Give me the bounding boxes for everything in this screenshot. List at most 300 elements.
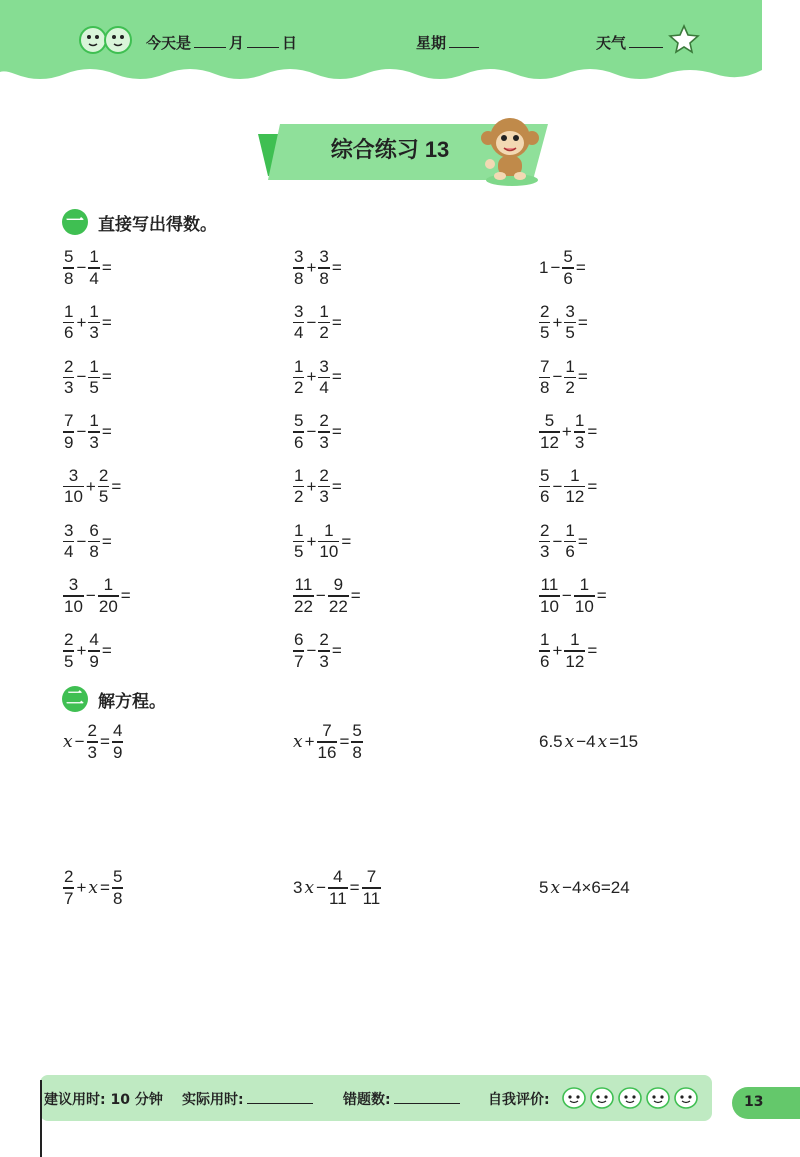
denominator: 16 — [317, 742, 337, 762]
denominator: 2 — [319, 323, 329, 343]
arith-problem — [292, 631, 343, 671]
numerator: 5 — [540, 466, 550, 486]
denominator: 2 — [294, 378, 304, 398]
denominator: 6 — [540, 651, 550, 671]
equation — [538, 868, 631, 908]
math-token: = — [101, 531, 112, 551]
numerator: 3 — [68, 466, 79, 486]
denominator: 3 — [319, 651, 329, 671]
denominator: 4 — [319, 378, 329, 398]
math-token: = — [577, 367, 588, 387]
numerator: 5 — [112, 867, 123, 887]
fraction — [63, 522, 74, 561]
date-label — [146, 32, 297, 53]
fraction — [564, 631, 585, 670]
denominator: 22 — [328, 596, 348, 616]
numerator: 2 — [64, 867, 74, 887]
math-token: = — [341, 531, 352, 551]
fraction — [318, 522, 339, 561]
denominator: 7 — [64, 888, 74, 908]
margin-line — [40, 1080, 42, 1157]
denominator: 3 — [64, 378, 74, 398]
fraction — [98, 576, 119, 615]
denominator: 2 — [294, 487, 304, 507]
math-token: + — [306, 367, 317, 387]
fraction — [293, 303, 304, 342]
math-token: 5 — [539, 878, 549, 897]
math-token: −4 — [576, 732, 596, 751]
numerator: 1 — [103, 575, 114, 595]
denominator: 9 — [112, 742, 123, 762]
fraction — [318, 303, 329, 342]
math-token: − — [550, 258, 561, 277]
fraction — [539, 412, 560, 451]
fraction — [328, 868, 348, 907]
numerator: 1 — [324, 520, 334, 540]
math-token: − — [74, 732, 85, 751]
denominator: 6 — [540, 487, 550, 507]
numerator: 7 — [322, 721, 332, 741]
denominator: 7 — [294, 651, 304, 671]
numerator: 4 — [89, 630, 99, 650]
math-token: − — [76, 422, 87, 442]
actual-time-label — [182, 1089, 313, 1109]
page-title: 综合练习 13 — [330, 137, 450, 162]
numerator: 1 — [89, 247, 99, 267]
math-token: 1 — [539, 258, 549, 277]
denominator: 5 — [98, 487, 109, 507]
fraction — [98, 467, 109, 506]
math-token: = — [331, 312, 342, 332]
numerator: 1 — [89, 411, 99, 431]
numerator: 3 — [68, 575, 79, 595]
math-token: = — [331, 640, 342, 660]
section-1-badge: 一 — [62, 209, 88, 235]
math-token: + — [76, 312, 87, 332]
denominator: 6 — [563, 268, 573, 288]
numerator: 2 — [319, 630, 329, 650]
fraction — [112, 722, 123, 761]
arith-problem — [62, 522, 113, 562]
numerator: 5 — [352, 721, 362, 741]
numerator: 2 — [319, 466, 329, 486]
numerator: 3 — [319, 356, 329, 376]
numerator: 4 — [112, 721, 123, 741]
fraction — [564, 467, 585, 506]
arith-problem — [62, 303, 113, 343]
month-label: 月 — [229, 34, 245, 52]
math-token: − — [306, 422, 317, 442]
denominator: 12 — [565, 487, 585, 507]
math-token: = — [101, 640, 112, 660]
arith-problem — [62, 467, 122, 507]
denominator: 10 — [540, 596, 559, 616]
math-token: − — [561, 586, 572, 606]
math-token: + — [306, 476, 317, 496]
fraction — [539, 576, 560, 615]
math-token: = — [596, 586, 607, 606]
math-token: + — [552, 312, 563, 332]
month-blank[interactable] — [194, 33, 226, 48]
fraction — [293, 467, 304, 506]
math-token: = — [575, 258, 586, 277]
numerator: 5 — [294, 411, 304, 431]
variable: x — [88, 878, 98, 898]
denominator: 3 — [89, 432, 99, 452]
variable: x — [63, 732, 73, 752]
rating-face-icon[interactable] — [590, 1087, 614, 1109]
math-token: − — [552, 531, 563, 551]
math-token: 6.5 — [539, 732, 563, 751]
numerator: 1 — [570, 466, 580, 486]
numerator: 3 — [319, 247, 329, 267]
fraction — [328, 576, 349, 615]
math-token: − — [552, 476, 563, 496]
arith-problem — [538, 576, 608, 616]
fraction — [293, 631, 304, 670]
fraction — [63, 303, 74, 342]
math-token: + — [76, 640, 87, 660]
section-1-label: 直接写出得数。 — [98, 214, 217, 235]
numerator: 1 — [565, 520, 575, 540]
math-token: + — [306, 531, 317, 551]
denominator: 10 — [64, 487, 83, 507]
denominator: 11 — [329, 888, 347, 908]
self-eval-label: 自我评价: — [488, 1092, 550, 1108]
fraction — [88, 631, 99, 670]
denominator: 5 — [540, 323, 550, 343]
math-token: − — [76, 531, 87, 551]
fraction — [63, 576, 84, 615]
weekday-blank[interactable] — [449, 33, 479, 48]
math-token: =15 — [609, 732, 639, 751]
numerator: 2 — [319, 411, 329, 431]
arith-problem — [292, 522, 352, 562]
fraction — [293, 522, 304, 561]
denominator: 4 — [89, 268, 99, 288]
denominator: 8 — [352, 742, 362, 762]
numerator: 11 — [294, 575, 313, 595]
denominator: 6 — [565, 542, 575, 562]
numerator: 11 — [540, 575, 559, 595]
fraction — [88, 412, 99, 451]
denominator: 8 — [319, 268, 329, 288]
math-token: + — [76, 878, 87, 897]
math-token: = — [101, 367, 112, 387]
weekday-text: 星期 — [416, 34, 447, 52]
denominator: 2 — [565, 378, 575, 398]
numerator: 1 — [574, 411, 585, 431]
day-label: 日 — [282, 34, 298, 52]
fraction — [63, 358, 74, 397]
denominator: 9 — [89, 651, 99, 671]
arith-problem — [62, 357, 113, 397]
numerator: 1 — [565, 356, 575, 376]
equation — [292, 722, 364, 762]
arith-problem — [62, 576, 132, 616]
section-2-badge: 二 — [62, 686, 88, 712]
day-blank[interactable] — [247, 33, 279, 48]
weather-text: 天气 — [596, 34, 627, 52]
numerator: 2 — [98, 466, 109, 486]
star-icon — [668, 24, 700, 54]
denominator: 4 — [294, 323, 304, 343]
fraction — [317, 722, 338, 761]
denominator: 3 — [89, 323, 99, 343]
denominator: 8 — [294, 268, 304, 288]
equation — [62, 868, 124, 908]
math-token: − — [76, 367, 87, 387]
arith-problem — [538, 248, 587, 288]
arith-problem — [538, 522, 589, 562]
arith-problem — [292, 303, 343, 343]
math-token: + — [306, 258, 317, 277]
denominator: 22 — [294, 596, 313, 616]
arith-problem — [62, 248, 113, 288]
denominator: 5 — [565, 323, 575, 343]
fraction — [293, 248, 304, 287]
math-token: = — [577, 312, 588, 332]
numerator: 1 — [319, 301, 329, 321]
math-token: + — [85, 476, 96, 496]
math-token: = — [350, 586, 361, 606]
errors-blank[interactable] — [394, 1091, 460, 1104]
arith-problem — [538, 303, 589, 343]
math-token: − — [76, 258, 87, 277]
numerator: 1 — [89, 301, 99, 321]
fraction — [293, 358, 304, 397]
math-token: = — [587, 422, 598, 442]
fraction — [63, 631, 74, 670]
date-prefix: 今天是 — [146, 34, 192, 52]
math-token: = — [577, 531, 588, 551]
numerator: 6 — [294, 630, 304, 650]
variable: x — [304, 878, 315, 898]
fraction — [63, 467, 84, 506]
math-token: = — [120, 586, 131, 606]
denominator: 5 — [294, 542, 304, 562]
arith-problem — [538, 467, 598, 507]
denominator: 8 — [540, 378, 550, 398]
numerator: 3 — [294, 247, 304, 267]
fraction — [539, 358, 550, 397]
numerator: 2 — [540, 520, 550, 540]
math-token: = — [587, 476, 598, 496]
denominator: 10 — [64, 596, 83, 616]
denominator: 8 — [112, 888, 123, 908]
math-token: = — [101, 312, 112, 332]
fraction — [574, 412, 585, 451]
numerator: 2 — [64, 356, 74, 376]
arith-problem — [538, 631, 598, 671]
numerator: 1 — [64, 301, 74, 321]
math-token: = — [349, 878, 360, 897]
math-token: + — [304, 732, 315, 751]
math-token: − — [306, 640, 317, 660]
fraction — [87, 722, 98, 761]
arith-problem — [292, 576, 362, 616]
weekday-label — [416, 32, 482, 53]
numerator: 1 — [570, 630, 580, 650]
denominator: 6 — [294, 432, 304, 452]
fraction — [362, 868, 382, 907]
face-stickers-icon — [78, 22, 136, 56]
rating-face-icon[interactable] — [618, 1087, 642, 1109]
math-token: = — [331, 258, 342, 277]
numerator: 1 — [294, 520, 304, 540]
numerator: 3 — [64, 520, 74, 540]
arith-problem — [292, 467, 343, 507]
denominator: 3 — [319, 487, 329, 507]
fraction — [63, 412, 74, 451]
numerator: 7 — [64, 411, 74, 431]
fraction — [318, 631, 329, 670]
numerator: 7 — [366, 867, 377, 887]
math-token: −4×6=24 — [562, 878, 630, 897]
section-2-header — [62, 686, 166, 712]
denominator: 3 — [319, 432, 329, 452]
math-token: − — [85, 586, 96, 606]
math-token: = — [101, 422, 112, 442]
math-token: = — [331, 367, 342, 387]
fraction — [318, 467, 329, 506]
actual-time-blank[interactable] — [247, 1091, 313, 1104]
fraction — [562, 248, 573, 287]
weather-label — [596, 32, 666, 53]
numerator: 1 — [294, 466, 304, 486]
numerator: 2 — [64, 630, 74, 650]
arith-problem — [292, 248, 343, 288]
denominator: 5 — [64, 651, 74, 671]
denominator: 8 — [64, 268, 74, 288]
numerator: 9 — [333, 575, 344, 595]
math-token: = — [101, 258, 112, 277]
fraction — [539, 522, 550, 561]
math-token: + — [552, 640, 563, 660]
numerator: 1 — [579, 575, 590, 595]
variable: x — [597, 732, 608, 752]
numerator: 7 — [540, 356, 550, 376]
variable: x — [564, 732, 575, 752]
math-token: − — [306, 312, 317, 332]
rating-face-icon[interactable] — [646, 1087, 670, 1109]
math-token: − — [315, 586, 326, 606]
variable: x — [550, 878, 561, 898]
section-2-label: 解方程。 — [98, 691, 166, 712]
math-token: 3 — [293, 878, 303, 897]
equation — [538, 722, 639, 762]
fraction — [88, 248, 99, 287]
numerator: 4 — [333, 867, 343, 887]
math-token: = — [331, 476, 342, 496]
math-token: − — [552, 367, 563, 387]
math-token: = — [587, 640, 598, 660]
denominator: 3 — [87, 742, 97, 762]
fraction — [539, 631, 550, 670]
equation — [292, 868, 382, 908]
fraction — [574, 576, 595, 615]
rating-face-icon[interactable] — [674, 1087, 698, 1109]
fraction — [564, 303, 575, 342]
arith-problem — [62, 412, 113, 452]
fraction — [318, 248, 329, 287]
denominator: 3 — [540, 542, 550, 562]
math-token: = — [111, 476, 122, 496]
arith-problem — [538, 412, 598, 452]
weather-blank[interactable] — [629, 33, 663, 48]
arith-problem — [292, 412, 343, 452]
numerator: 5 — [563, 247, 573, 267]
fraction — [293, 576, 314, 615]
page-number-badge — [732, 1087, 800, 1119]
denominator: 6 — [64, 323, 74, 343]
math-token: + — [561, 422, 572, 442]
fraction — [112, 868, 123, 907]
numerator: 1 — [540, 630, 550, 650]
math-token: = — [331, 422, 342, 442]
numerator: 6 — [89, 520, 99, 540]
page-number: 13 — [744, 1094, 764, 1110]
arith-problem — [292, 357, 343, 397]
math-token: − — [316, 878, 326, 897]
fraction — [318, 358, 329, 397]
numerator: 2 — [540, 301, 550, 321]
fraction — [293, 412, 304, 451]
denominator: 20 — [98, 596, 118, 616]
fraction — [88, 358, 99, 397]
fraction — [564, 358, 575, 397]
denominator: 11 — [362, 888, 381, 908]
fraction — [318, 412, 329, 451]
numerator: 3 — [294, 301, 304, 321]
fraction — [539, 303, 550, 342]
arith-problem — [62, 631, 113, 671]
numerator: 5 — [64, 247, 74, 267]
denominator: 3 — [574, 432, 585, 452]
denominator: 10 — [319, 542, 339, 562]
fraction — [351, 722, 362, 761]
math-token: = — [100, 732, 110, 751]
denominator: 12 — [540, 432, 559, 452]
variable: x — [293, 732, 303, 752]
fraction — [88, 303, 99, 342]
section-1-header — [62, 209, 217, 235]
numerator: 3 — [565, 301, 575, 321]
denominator: 5 — [89, 378, 99, 398]
fraction — [564, 522, 575, 561]
fraction — [539, 467, 550, 506]
suggested-time: 建议用时: 10 分钟 — [44, 1092, 163, 1108]
equation — [62, 722, 124, 762]
actual-time-text: 实际用时: — [182, 1092, 244, 1108]
denominator: 8 — [89, 542, 99, 562]
math-token: = — [339, 732, 350, 751]
denominator: 10 — [574, 596, 594, 616]
fraction — [63, 868, 74, 907]
rating-face-icon[interactable] — [562, 1087, 586, 1109]
numerator: 5 — [544, 411, 555, 431]
errors-label — [343, 1089, 460, 1109]
fraction — [88, 522, 99, 561]
arith-problem — [538, 357, 589, 397]
numerator: 2 — [87, 721, 97, 741]
numerator: 1 — [294, 356, 304, 376]
denominator: 4 — [64, 542, 74, 562]
denominator: 9 — [64, 432, 74, 452]
fraction — [63, 248, 74, 287]
monkey-mascot-icon — [474, 112, 548, 188]
denominator: 12 — [565, 651, 585, 671]
